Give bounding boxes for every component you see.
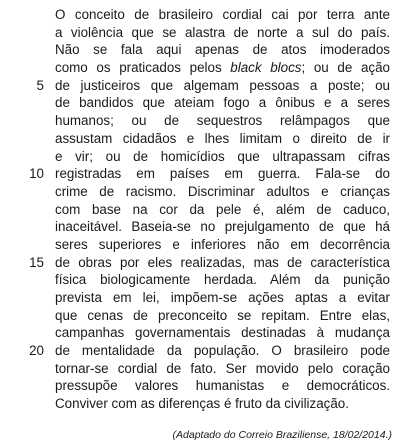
passage-line [0, 342, 404, 360]
passage-line [0, 271, 404, 289]
line-number: 10 [29, 166, 44, 182]
line-text: crime de racismo. Discriminar adultos e crianças [55, 183, 390, 199]
passage-line [0, 218, 404, 236]
passage [0, 6, 404, 413]
line-text: de mentalidade da população. O brasileiro pode [55, 343, 390, 359]
line-text: registradas em países em guerra. Fala-se do [55, 166, 390, 182]
line-text: assustam cidadãos e lhes limitam o direito de ir [55, 130, 390, 146]
line-text: de obras por eles realizadas, mas de característica [55, 254, 390, 270]
passage-line [0, 307, 404, 325]
line-text: inaceitável. Baseia-se no prejulgamento de que há [55, 219, 390, 235]
line-text-post: ; ou de ação [301, 60, 390, 76]
line-text: com base na cor da pele é, além de caduco, [55, 201, 390, 217]
passage-line [0, 59, 404, 77]
passage-line [0, 183, 404, 201]
passage-line [0, 130, 404, 148]
passage-line [0, 360, 404, 378]
passage-line [0, 6, 404, 24]
passage-line [0, 395, 404, 413]
line-text: humanos; ou de sequestros relâmpagos que [55, 113, 390, 129]
line-text-italic: black blocs [230, 60, 302, 76]
line-number: 20 [29, 343, 44, 359]
line-number: 15 [29, 254, 44, 270]
passage-line [0, 201, 404, 219]
passage-line [0, 377, 404, 395]
passage-line [0, 77, 404, 95]
passage-line [0, 236, 404, 254]
passage-line [0, 24, 404, 42]
line-text-pre: como os praticados pelos [55, 60, 231, 76]
line-text: Não se fala aqui apenas de atos imoderados [55, 42, 390, 58]
passage-line [0, 94, 404, 112]
line-text: prevista em lei, impõem-se ações aptas a evitar [55, 290, 390, 305]
line-text: e vir; ou de homicídios que ultrapassam cifras [55, 148, 390, 164]
line-number: 5 [36, 77, 44, 93]
source-citation: (Adaptado do Correio Braziliense, 18/02/2014.) [172, 429, 392, 441]
passage-line [0, 41, 404, 59]
passage-line [0, 148, 404, 166]
line-text: tornar-se cordial de fato. Ser movido pelo coração [55, 360, 390, 376]
line-text: física biologicamente herdada. Além da punição [55, 272, 390, 288]
line-text: Conviver com as diferenças é fruto da civilização. [55, 396, 349, 412]
passage-line [0, 324, 404, 342]
line-text: O conceito de brasileiro cordial cai por terra ante [55, 7, 390, 22]
passage-line [0, 254, 404, 272]
passage-line [0, 112, 404, 130]
line-text: de bandidos que ateiam fogo a ônibus e a seres [55, 95, 390, 111]
line-text: que cenas de preconceito se repitam. Entre elas, [55, 307, 390, 323]
line-text: seres superiores e inferiores não em decorrência [55, 236, 390, 252]
line-text: pressupõe valores humanistas e democráticos. [55, 378, 390, 394]
line-text: de justiceiros que algemam pessoas a poste; ou [55, 77, 390, 93]
passage-line [0, 289, 404, 307]
passage-line [0, 165, 404, 183]
line-text: campanhas governamentais destinadas à mudança [55, 325, 390, 341]
line-text: a violência que se alastra de norte a sul do país. [55, 24, 390, 40]
line-text [55, 59, 390, 77]
